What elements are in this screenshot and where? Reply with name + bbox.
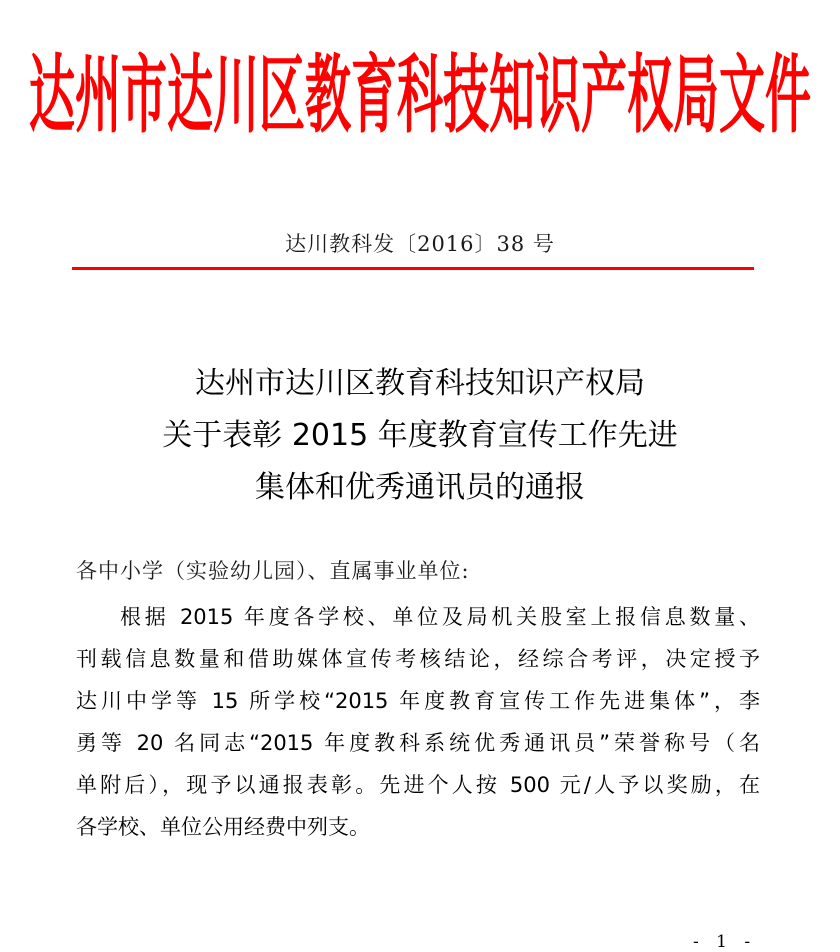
document-title xyxy=(0,358,840,514)
title-line-2: 关于表彰 2015 年度教育宣传工作先进 xyxy=(162,418,678,453)
red-divider-line xyxy=(72,267,754,270)
masthead xyxy=(0,40,840,150)
salutation: 各中小学（实验幼儿园）、直属事业单位: xyxy=(76,559,470,583)
page-number: - 1 - xyxy=(693,932,757,952)
body-paragraph xyxy=(76,596,760,848)
body-line-6: 各学校、单位公用经费中列支。 xyxy=(76,815,370,839)
body-line-4: 勇等 20 名同志“2015 年度教科系统优秀通讯员”荣誉称号（名 xyxy=(76,731,760,755)
body-line-5: 单附后），现予以通报表彰。先进个人按 500 元/人予以奖励，在 xyxy=(76,773,760,797)
title-line-3: 集体和优秀通讯员的通报 xyxy=(255,470,585,505)
title-line-1: 达州市达川区教育科技知识产权局 xyxy=(195,366,645,401)
body-line-1: 根据 2015 年度各学校、单位及局机关股室上报信息数量、 xyxy=(120,605,760,629)
body-line-2: 刊载信息数量和借助媒体宣传考核结论，经综合考评，决定授予 xyxy=(76,647,760,671)
body-line-3: 达川中学等 15 所学校“2015 年度教育宣传工作先进集体”，李 xyxy=(76,689,760,713)
masthead-title: 达州市达川区教育科技知识产权局文件 xyxy=(29,45,811,145)
document-number: 达川教科发〔2016〕38 号 xyxy=(285,232,555,256)
